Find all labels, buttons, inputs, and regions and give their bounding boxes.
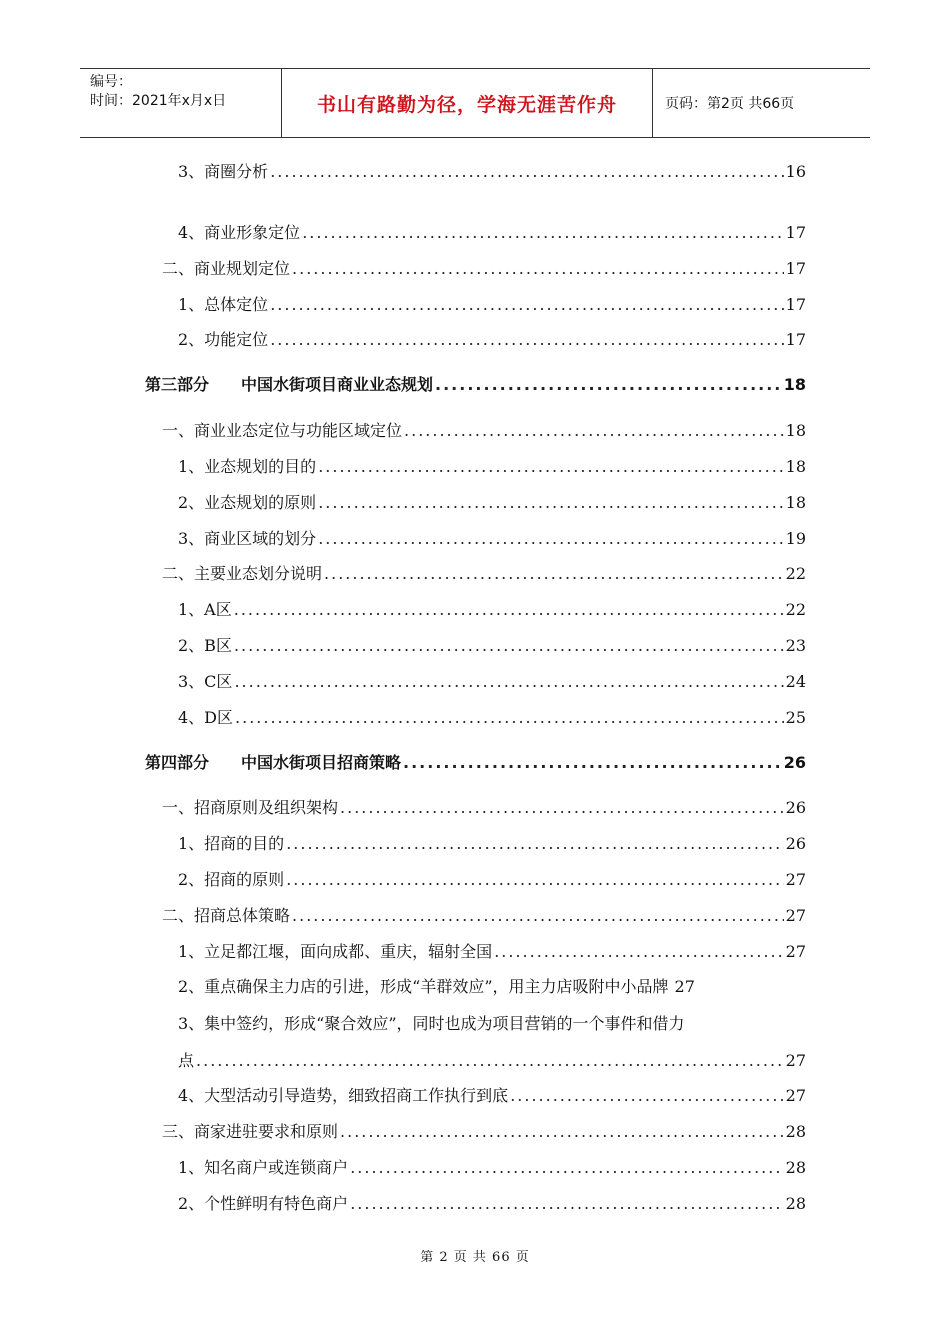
toc-entry[interactable] — [162, 797, 806, 819]
header-meta-cell — [80, 69, 282, 137]
dot-leader — [318, 492, 783, 514]
toc-entry-page: 18 — [785, 457, 806, 476]
toc-entry-title[interactable]: 3、集中签约，形成“聚合效应”，同时也成为项目营销的一个事件和借力 — [178, 1014, 685, 1033]
page-footer: 第 2 页 共 66 页 — [420, 1250, 530, 1265]
toc-entry-page: 28 — [785, 1194, 806, 1213]
dot-leader — [435, 374, 782, 396]
toc-entry[interactable] — [178, 635, 806, 657]
toc-entry[interactable] — [178, 492, 806, 514]
dot-leader — [403, 752, 782, 774]
toc-entry[interactable] — [178, 1085, 806, 1107]
toc-entry[interactable] — [162, 420, 806, 442]
toc-entry-title: 1、业态规划的目的 — [178, 457, 317, 476]
toc-entry-title: 4、大型活动引导造势，细致招商工作执行到底 — [178, 1086, 509, 1105]
toc-entry-title: 第三部分 中国水街项目商业业态规划 — [145, 375, 434, 394]
dot-leader — [340, 1121, 784, 1143]
toc-entry-page: 27 — [785, 906, 806, 925]
toc-entry-title: 点 — [178, 1051, 195, 1070]
dot-leader — [286, 869, 783, 891]
toc-entry-title: 3、C区 — [178, 672, 233, 691]
toc-entry-title: 二、招商总体策略 — [162, 906, 291, 925]
toc-entry-page: 17 — [785, 223, 806, 242]
toc-entry-page: 28 — [785, 1122, 806, 1141]
dot-leader — [350, 1193, 783, 1215]
number-label: 编号： — [90, 74, 132, 90]
toc-entry[interactable] — [178, 294, 806, 316]
toc-entry-title: 1、立足都江堰，面向成都、重庆，辐射全国 — [178, 942, 493, 961]
header-table — [80, 68, 870, 138]
toc-entry-page: 18 — [785, 493, 806, 512]
toc-entry-page: 17 — [785, 330, 806, 349]
toc-entry-title: 1、总体定位 — [178, 295, 269, 314]
toc-entry[interactable] — [178, 329, 806, 351]
toc-entry-title: 二、商业规划定位 — [162, 259, 291, 278]
toc-entry-page: 27 — [785, 1086, 806, 1105]
toc-entry-page: 28 — [785, 1158, 806, 1177]
toc-entry-page: 18 — [785, 421, 806, 440]
toc-entry-title: 4、D区 — [178, 708, 234, 727]
toc-entry[interactable] — [162, 258, 806, 280]
dot-leader — [270, 161, 783, 183]
toc-entry-title: 一、招商原则及组织架构 — [162, 798, 339, 817]
dot-leader — [292, 905, 784, 927]
toc-entry-page: 27 — [785, 1051, 806, 1070]
motto: 书山有路勤为径，学海无涯苦作舟 — [282, 69, 653, 137]
toc-entry[interactable] — [178, 456, 806, 478]
toc-entry-title: 二、主要业态划分说明 — [162, 564, 323, 583]
dot-leader — [350, 1157, 783, 1179]
toc-entry-title: 第四部分 中国水街项目招商策略 — [145, 753, 402, 772]
toc-entry[interactable] — [178, 528, 806, 550]
toc-entry-page: 26 — [783, 753, 806, 772]
toc-entry-title: 3、商圈分析 — [178, 162, 269, 181]
toc-entry-page: 25 — [785, 708, 806, 727]
toc-entry[interactable] — [178, 976, 806, 998]
toc-entry-page: 27 — [785, 942, 806, 961]
toc-entry[interactable] — [178, 941, 806, 963]
toc-entry-title: 1、知名商户或连锁商户 — [178, 1158, 349, 1177]
dot-leader — [286, 833, 783, 855]
toc-entry-page: 17 — [785, 295, 806, 314]
toc-entry[interactable] — [178, 707, 806, 729]
toc-entry-title: 1、A区 — [178, 600, 232, 619]
dot-leader — [270, 329, 783, 351]
toc-entry-title: 2、重点确保主力店的引进，形成“羊群效应”，用主力店吸附中小品牌 — [178, 977, 669, 996]
toc-entry[interactable] — [178, 1157, 806, 1179]
dot-leader — [318, 528, 783, 550]
dot-leader — [234, 599, 784, 621]
toc-entry[interactable] — [178, 1050, 806, 1072]
dot-leader — [234, 671, 783, 693]
dot-leader — [318, 456, 783, 478]
toc-entry-page: 17 — [785, 259, 806, 278]
dot-leader — [340, 797, 784, 819]
toc-entry-page: 24 — [785, 672, 806, 691]
dot-leader — [494, 941, 783, 963]
toc-entry-page: 26 — [785, 798, 806, 817]
toc-entry-title: 2、业态规划的原则 — [178, 493, 317, 512]
toc-entry-title: 1、招商的目的 — [178, 834, 285, 853]
toc-entry[interactable] — [178, 161, 806, 183]
toc-entry-title: 2、B区 — [178, 636, 232, 655]
toc-entry[interactable] — [162, 1121, 806, 1143]
toc-entry-page: 22 — [785, 600, 806, 619]
toc-entry-page: 23 — [785, 636, 806, 655]
toc-entry-page: 19 — [785, 529, 806, 548]
dot-leader — [235, 707, 784, 729]
dot-leader — [404, 420, 784, 442]
toc-entry[interactable] — [162, 563, 806, 585]
toc-entry-title: 4、商业形象定位 — [178, 223, 301, 242]
toc-entry-title: 2、个性鲜明有特色商户 — [178, 1194, 349, 1213]
toc-entry[interactable] — [178, 599, 806, 621]
toc-entry-title: 三、商家进驻要求和原则 — [162, 1122, 339, 1141]
dot-leader — [302, 222, 783, 244]
toc-entry-title: 一、商业业态定位与功能区域定位 — [162, 421, 403, 440]
toc-entry-page: 22 — [785, 564, 806, 583]
dot-leader — [292, 258, 784, 280]
page-info: 页码：第2页 共66页 — [665, 96, 795, 112]
dot-leader — [196, 1050, 784, 1072]
dot-leader — [510, 1085, 783, 1107]
dot-leader — [270, 294, 783, 316]
toc-entry[interactable] — [178, 1193, 806, 1215]
dot-leader — [234, 635, 784, 657]
toc-entry-page: 27 — [674, 977, 695, 996]
toc-part-entry[interactable] — [145, 752, 806, 774]
toc-part-entry[interactable] — [145, 374, 806, 396]
toc-entry[interactable] — [162, 905, 806, 927]
toc-entry-page: 26 — [785, 834, 806, 853]
toc-entry-page: 16 — [785, 162, 806, 181]
toc-entry-page: 27 — [785, 870, 806, 889]
toc-entry[interactable] — [178, 671, 806, 693]
toc-entry-title: 3、商业区域的划分 — [178, 529, 317, 548]
dot-leader — [324, 563, 784, 585]
toc-entry-title: 2、招商的原则 — [178, 870, 285, 889]
toc-entry[interactable] — [178, 222, 806, 244]
toc-entry[interactable] — [178, 869, 806, 891]
date-label: 时间：2021年x月x日 — [90, 93, 227, 109]
toc-entry-page: 18 — [783, 375, 806, 394]
toc-entry[interactable] — [178, 833, 806, 855]
toc-entry-title: 2、功能定位 — [178, 330, 269, 349]
